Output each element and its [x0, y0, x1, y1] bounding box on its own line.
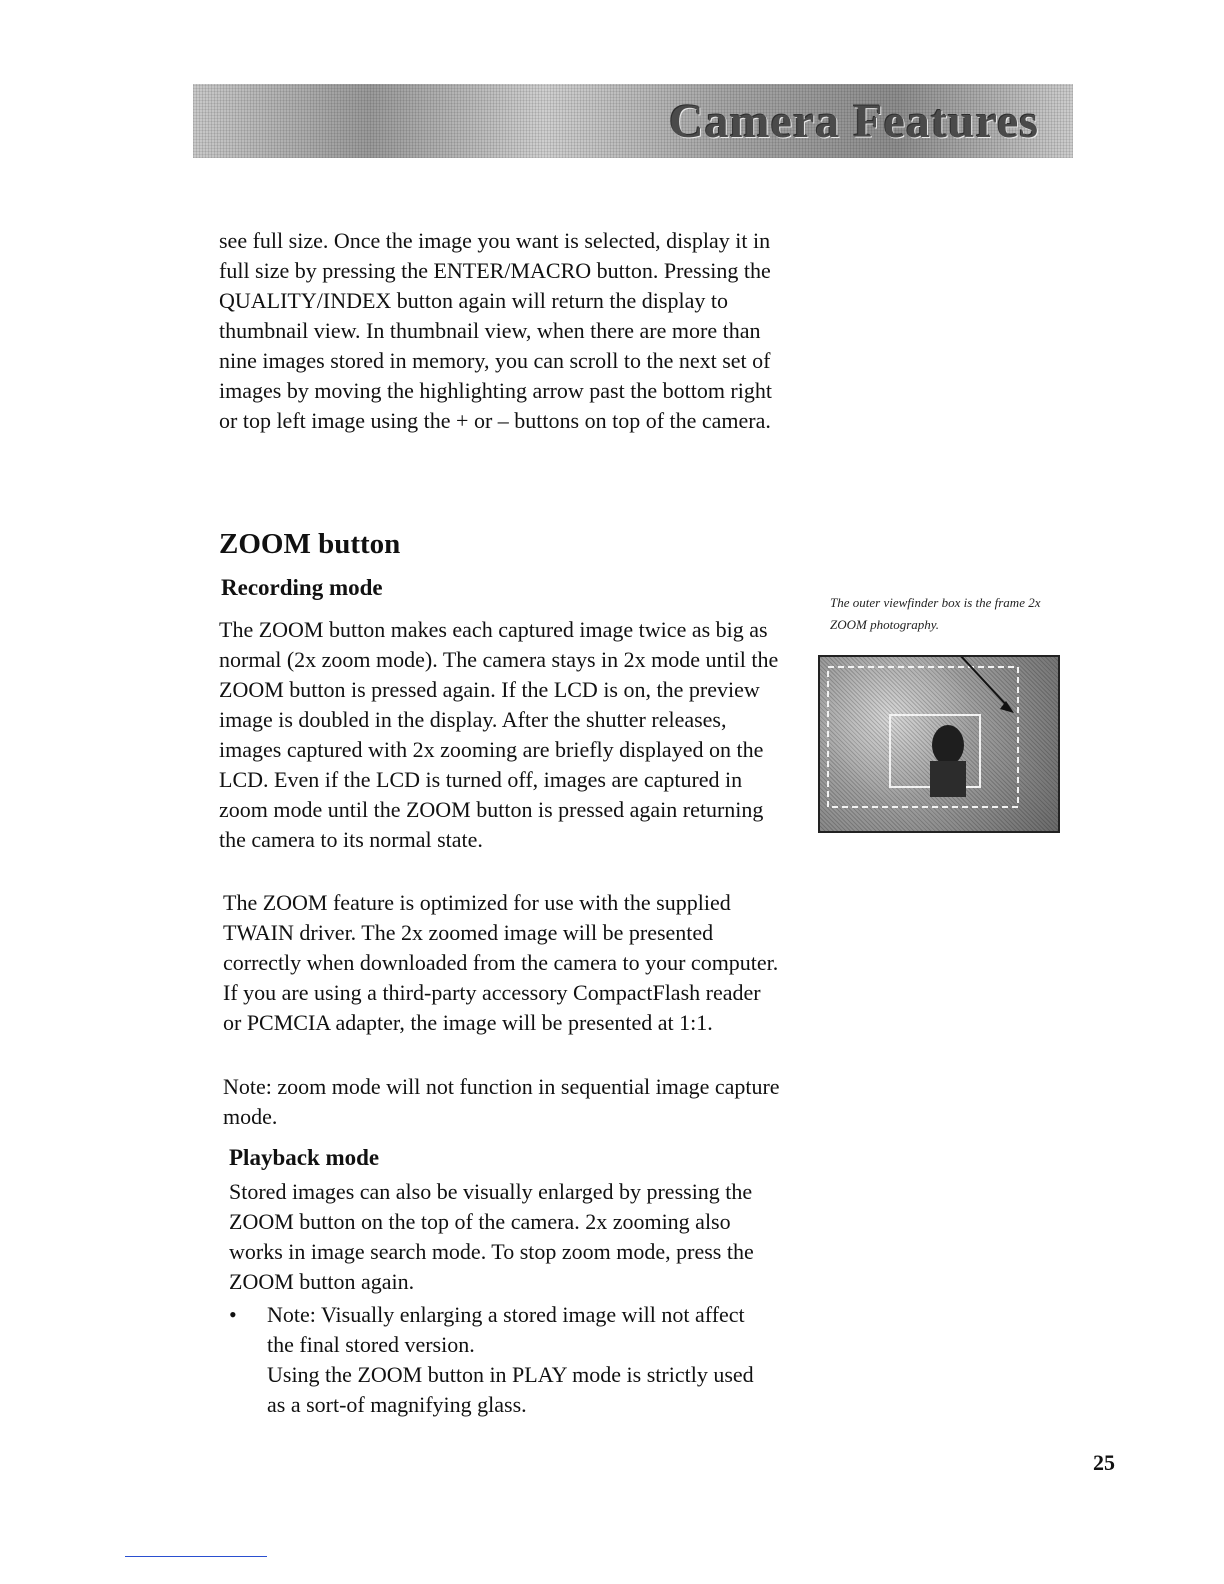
subject-body — [930, 761, 966, 797]
header-banner — [193, 84, 1073, 158]
intro-paragraph: see full size. Once the image you want is selected, display it in full size by pressing the ENTER/MACRO button. Pressing the QUALITY/INDEX button again will return the display to thumbnail view. In thumbnail view, when there are more than nine images stored in memory, you can scroll to the next set of images by moving the highlighting arrow past the bottom right or top left image using the + or – buttons on top of the camera. — [219, 228, 772, 433]
playback-note-line-2: Using the ZOOM button in PLAY mode is strictly used as a sort-of magnifying glass. — [267, 1362, 754, 1417]
playback-note — [267, 1300, 767, 1420]
recording-mode-heading: Recording mode — [221, 575, 383, 600]
section-title: ZOOM button — [219, 528, 401, 560]
header-title: Camera Features — [669, 95, 1039, 148]
recording-note: Note: zoom mode will not function in sequential image capture mode. — [223, 1074, 780, 1129]
recording-paragraph-2: The ZOOM feature is optimized for use with the supplied TWAIN driver. The 2x zoomed image will be presented correctly when downloaded from the camera to your computer. If you are using a third-party accessory CompactFlash reader or PCMCIA adapter, the image will be presented at 1:1. — [223, 890, 779, 1035]
page-number: 25 — [1093, 1450, 1115, 1475]
footer-rule — [125, 1556, 267, 1557]
figure-caption: The outer viewfinder box is the frame 2x ZOOM photography. — [830, 595, 1041, 632]
viewfinder-frame-illustration — [820, 657, 1058, 831]
viewfinder-photo — [818, 655, 1060, 833]
pointer-arrowhead — [1000, 701, 1014, 713]
bullet-marker: • — [229, 1302, 237, 1327]
playback-mode-heading: Playback mode — [229, 1145, 380, 1170]
subject-silhouette — [932, 725, 964, 765]
playback-note-line-1: Note: Visually enlarging a stored image will not affect the final stored version. — [267, 1302, 745, 1357]
recording-paragraph-1: The ZOOM button makes each captured image twice as big as normal (2x zoom mode). The camera stays in 2x mode until the ZOOM button is pressed again. If the LCD is on, the preview image is doubled in the display. After the shutter releases, images captured with 2x zooming are briefly displayed on the LCD. Even if the LCD is turned off, images are captured in zoom mode until the ZOOM button is pressed again returning the camera to its normal state. — [219, 617, 779, 852]
pointer-arrow — [960, 657, 1010, 709]
playback-paragraph: Stored images can also be visually enlarged by pressing the ZOOM button on the top of the camera. 2x zooming also works in image search mode. To stop zoom mode, press the ZOOM button again. — [229, 1179, 754, 1294]
